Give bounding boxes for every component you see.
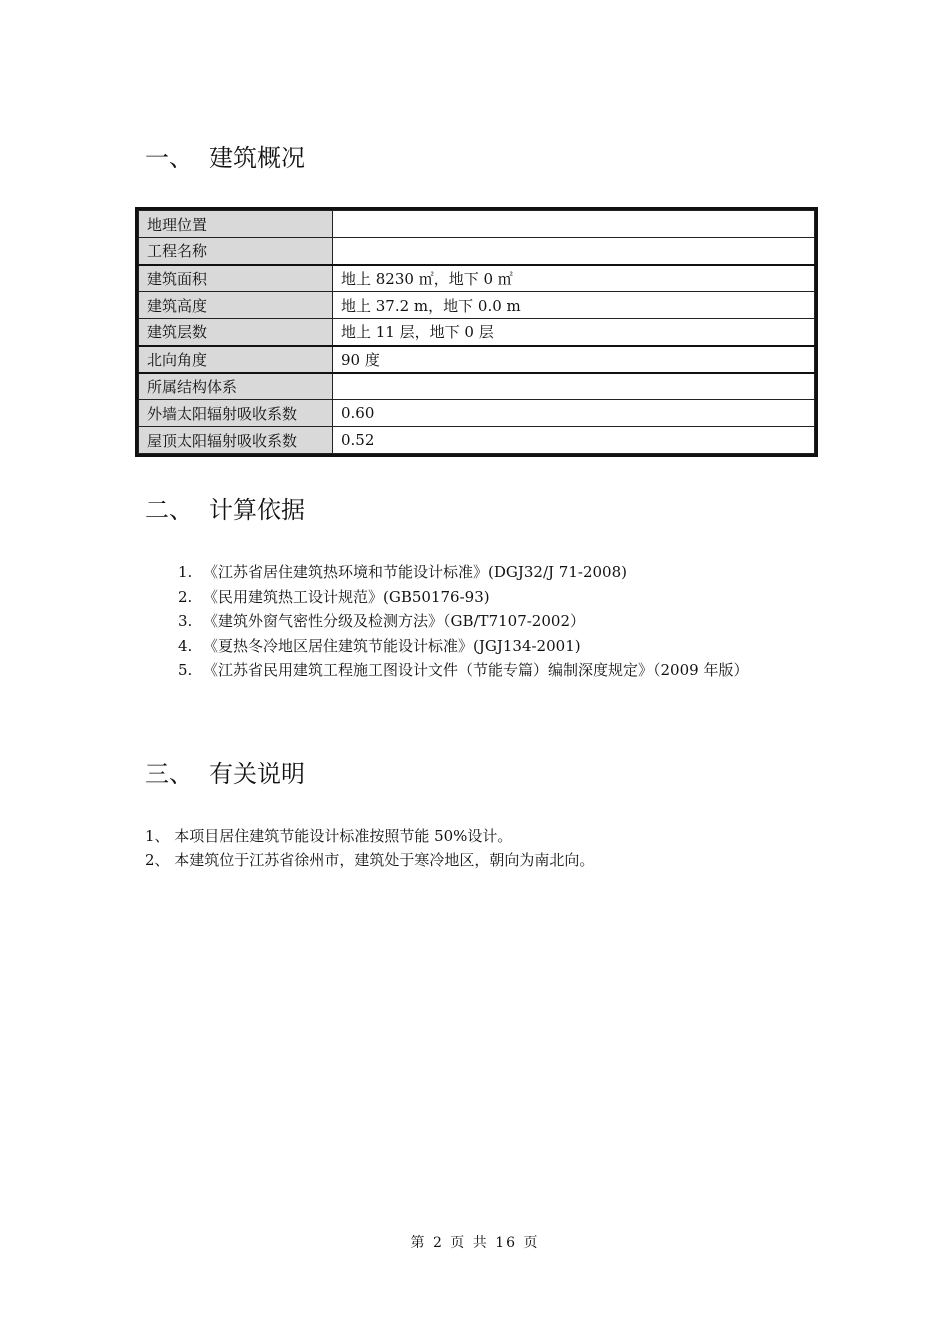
row-value (333, 373, 815, 400)
note-item: 1、 本项目居住建筑节能设计标准按照节能 50%设计。 (145, 827, 513, 845)
table-row (139, 400, 815, 427)
building-overview-table (135, 207, 818, 457)
page-footer: 第 2 页 共 16 页 (410, 1235, 540, 1251)
row-value: 0.60 (333, 400, 815, 427)
row-label: 建筑高度 (139, 292, 333, 319)
reference-list (178, 560, 748, 683)
section-number: 二、 (145, 496, 193, 524)
table-row (139, 292, 815, 319)
note-item: 2、 本建筑位于江苏省徐州市，建筑处于寒冷地区，朝向为南北向。 (145, 851, 595, 869)
row-label: 工程名称 (139, 238, 333, 265)
list-text: 《民用建筑热工设计规范》(GB50176-93) (203, 587, 490, 606)
row-label: 北向角度 (139, 346, 333, 373)
row-label: 建筑层数 (139, 319, 333, 346)
row-value: 0.52 (333, 427, 815, 454)
row-value: 地上 11 层，地下 0 层 (333, 319, 815, 346)
section-title-notes (145, 754, 305, 789)
row-value: 地上 37.2 m，地下 0.0 m (333, 292, 815, 319)
row-value: 地上 8230 ㎡，地下 0 ㎡ (333, 265, 815, 292)
section-number: 一、 (145, 144, 193, 172)
table-row (139, 319, 815, 346)
row-value: 90 度 (333, 346, 815, 373)
notes-list (145, 824, 594, 872)
list-item (178, 634, 748, 659)
list-number: 3. (178, 612, 193, 630)
section-number: 三、 (145, 760, 193, 788)
list-number: 2. (178, 587, 193, 606)
table-row (139, 238, 815, 265)
table-row (139, 427, 815, 454)
row-value (333, 211, 815, 238)
list-number: 1. (178, 563, 193, 581)
list-item (178, 658, 748, 683)
list-number: 5. (178, 661, 193, 679)
section-heading: 计算依据 (209, 496, 305, 524)
section-title-overview (145, 138, 305, 173)
list-text: 《夏热冬冷地区居住建筑节能设计标准》(JGJ134-2001) (203, 636, 581, 655)
list-text: 《江苏省居住建筑热环境和节能设计标准》(DGJ32/J 71-2008) (203, 563, 627, 581)
list-number: 4. (178, 636, 193, 655)
list-text: 《建筑外窗气密性分级及检测方法》（GB/T7107-2002） (203, 612, 585, 630)
row-label: 屋顶太阳辐射吸收系数 (139, 427, 333, 454)
row-label: 建筑面积 (139, 265, 333, 292)
table-row (139, 346, 815, 373)
list-item (178, 609, 748, 634)
row-label: 外墙太阳辐射吸收系数 (139, 400, 333, 427)
list-text: 《江苏省民用建筑工程施工图设计文件（节能专篇）编制深度规定》（2009 年版） (203, 661, 749, 679)
row-label: 所属结构体系 (139, 373, 333, 400)
section-title-basis (145, 490, 305, 525)
list-item (178, 585, 748, 610)
list-item (178, 560, 748, 585)
table-row (139, 373, 815, 400)
table-row (139, 211, 815, 238)
row-label: 地理位置 (139, 211, 333, 238)
row-value (333, 238, 815, 265)
section-heading: 有关说明 (209, 760, 305, 788)
section-heading: 建筑概况 (209, 144, 305, 172)
table-row (139, 265, 815, 292)
